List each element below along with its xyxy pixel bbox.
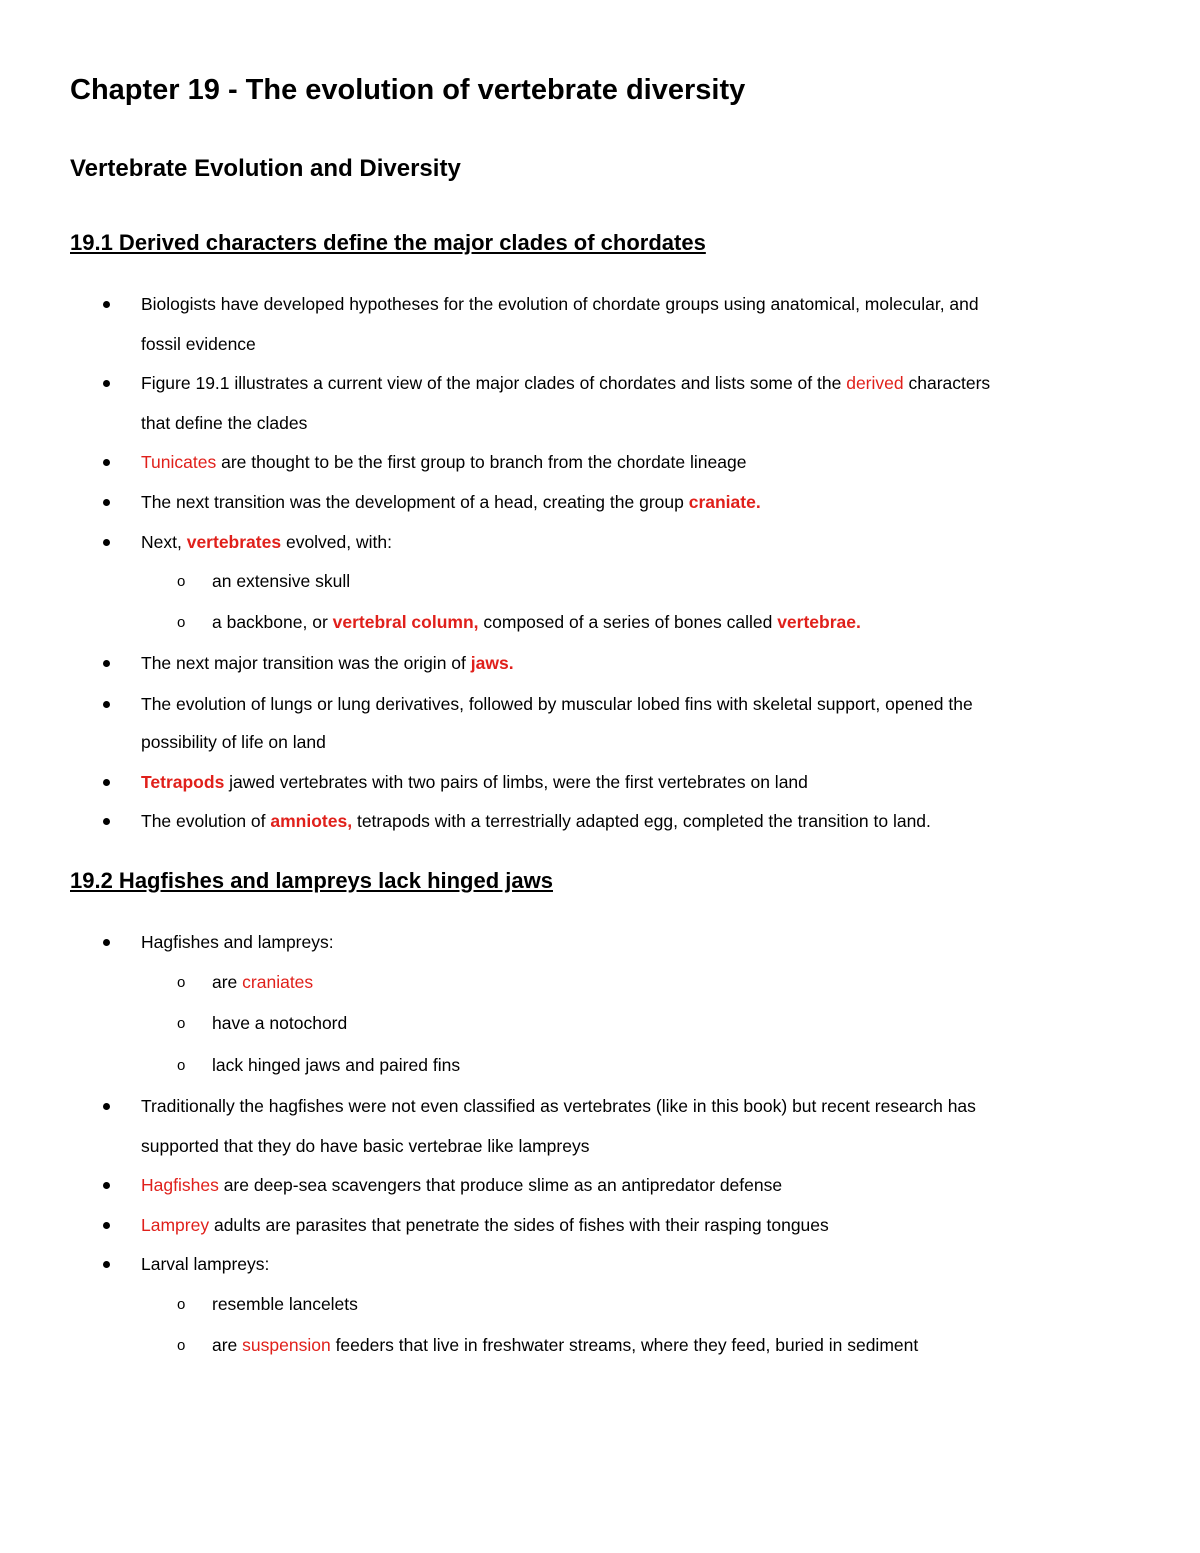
bullet-icon xyxy=(103,779,110,786)
bullet-icon xyxy=(103,1261,110,1268)
list-item-text: The evolution of lungs or lung derivatives, followed by muscular lobed fins with skeletal support, opened the xyxy=(141,694,973,714)
highlighted-term: vertebral column, xyxy=(332,612,479,632)
list-item-continuation: supported that they do have basic vertebrae like lampreys xyxy=(141,1136,590,1156)
bullet-icon xyxy=(103,1222,110,1229)
highlighted-term: craniates xyxy=(242,972,314,992)
list-item-text: Biologists have developed hypotheses for the evolution of chordate groups using anatomical, molecular, and xyxy=(141,294,979,314)
list-item-text: Traditionally the hagfishes were not even classified as vertebrates (like in this book) but recent research has xyxy=(141,1096,976,1116)
list-item-text: Tetrapods jawed vertebrates with two pairs of limbs, were the first vertebrates on land xyxy=(141,772,808,792)
page-subtitle: Vertebrate Evolution and Diversity xyxy=(70,155,461,182)
bullet-icon xyxy=(103,301,110,308)
highlighted-term: jaws. xyxy=(470,653,514,673)
sub-bullet-icon: o xyxy=(177,1057,186,1074)
highlighted-term: Lamprey xyxy=(141,1215,210,1235)
page-title: Chapter 19 - The evolution of vertebrate diversity xyxy=(70,74,746,106)
sub-bullet-icon: o xyxy=(177,614,186,631)
list-item-text: The next transition was the development of a head, creating the group craniate. xyxy=(141,492,761,512)
bullet-icon xyxy=(103,660,110,667)
sub-bullet-icon: o xyxy=(177,974,186,991)
list-item-continuation: possibility of life on land xyxy=(141,732,326,752)
highlighted-term: Tunicates xyxy=(141,452,217,472)
list-item-text: Larval lampreys: xyxy=(141,1254,270,1274)
list-item-text: Tunicates are thought to be the first group to branch from the chordate lineage xyxy=(141,452,747,472)
bullet-icon xyxy=(103,1182,110,1189)
section-heading-19-1: 19.1 Derived characters define the major clades of chordates xyxy=(70,230,706,255)
bullet-icon xyxy=(103,818,110,825)
list-item-text: Next, vertebrates evolved, with: xyxy=(141,532,392,552)
highlighted-term: vertebrae. xyxy=(777,612,861,632)
sub-list-item-text: an extensive skull xyxy=(212,571,351,591)
highlighted-term: suspension xyxy=(242,1335,331,1355)
highlighted-term: Tetrapods xyxy=(141,772,225,792)
bullet-icon xyxy=(103,380,110,387)
list-item-continuation: that define the clades xyxy=(141,413,308,433)
list-item-text: Hagfishes are deep-sea scavengers that produce slime as an antipredator defense xyxy=(141,1175,783,1195)
list-item-continuation: fossil evidence xyxy=(141,334,256,354)
list-item-text: The evolution of amniotes, tetrapods with a terrestrially adapted egg, completed the transition to land. xyxy=(141,811,931,831)
highlighted-term: Hagfishes xyxy=(141,1175,219,1195)
list-item-text: Hagfishes and lampreys: xyxy=(141,932,334,952)
sub-bullet-icon: o xyxy=(177,1296,186,1313)
sub-list-item-text: a backbone, or vertebral column, composed of a series of bones called vertebrae. xyxy=(212,612,861,632)
sub-bullet-icon: o xyxy=(177,1015,186,1032)
bullet-icon xyxy=(103,939,110,946)
list-item-text: Lamprey adults are parasites that penetrate the sides of fishes with their rasping tongues xyxy=(141,1215,829,1235)
highlighted-term: derived xyxy=(846,373,904,393)
sub-bullet-icon: o xyxy=(177,1337,186,1354)
highlighted-term: amniotes, xyxy=(270,811,353,831)
sub-list-item-text: resemble lancelets xyxy=(212,1294,358,1314)
bullet-icon xyxy=(103,701,110,708)
highlighted-term: vertebrates xyxy=(186,532,282,552)
sub-bullet-icon: o xyxy=(177,573,186,590)
list-item-text: Figure 19.1 illustrates a current view of the major clades of chordates and lists some of the derived characters xyxy=(141,373,991,393)
bullet-icon xyxy=(103,1103,110,1110)
sub-list-item-text: have a notochord xyxy=(212,1013,348,1033)
section-heading-19-2: 19.2 Hagfishes and lampreys lack hinged jaws xyxy=(70,868,553,893)
list-item-text: The next major transition was the origin of jaws. xyxy=(141,653,514,673)
bullet-icon xyxy=(103,499,110,506)
sub-list-item-text: are suspension feeders that live in freshwater streams, where they feed, buried in sediment xyxy=(212,1335,919,1355)
highlighted-term: craniate. xyxy=(688,492,761,512)
sub-list-item-text: lack hinged jaws and paired fins xyxy=(212,1055,461,1075)
sub-list-item-text: are craniates xyxy=(212,972,314,992)
bullet-icon xyxy=(103,459,110,466)
bullet-icon xyxy=(103,539,110,546)
